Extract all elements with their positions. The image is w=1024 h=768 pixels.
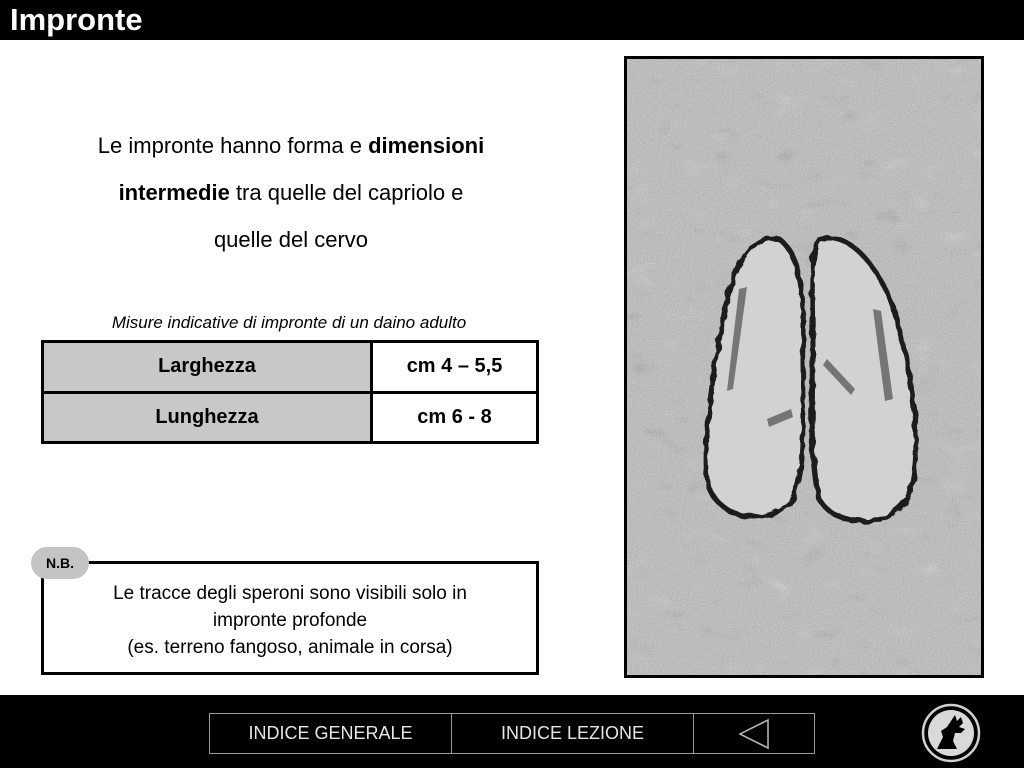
back-button[interactable] xyxy=(694,714,814,753)
nav-group xyxy=(209,713,815,754)
measures-table xyxy=(41,340,539,444)
note-line3: (es. terreno fangoso, animale in corsa) xyxy=(127,637,453,658)
footprint-photo xyxy=(624,56,984,678)
intro-part1: Le impronte hanno forma e xyxy=(97,133,369,158)
note-line1: Le tracce degli speroni sono visibili solo in xyxy=(113,583,467,604)
note-line2: impronte profonde xyxy=(212,610,368,631)
back-arrow-icon xyxy=(737,718,771,750)
width-value: cm 4 – 5,5 xyxy=(372,342,538,393)
intro-bold1: dimensioni xyxy=(368,133,485,158)
table-row xyxy=(43,342,538,393)
index-lesson-button[interactable]: INDICE LEZIONE xyxy=(452,714,694,753)
index-general-button[interactable]: INDICE GENERALE xyxy=(210,714,452,753)
deer-logo-icon[interactable] xyxy=(921,703,981,763)
title-bar xyxy=(0,0,1024,40)
page-title: Impronte xyxy=(10,2,143,37)
intro-part3: quelle del cervo xyxy=(213,227,369,252)
table-caption: Misure indicative di impronte di un daino adulto xyxy=(111,313,467,332)
intro-part2: tra quelle del capriolo e xyxy=(229,180,464,205)
note-box xyxy=(41,561,539,675)
width-label: Larghezza xyxy=(43,342,372,393)
length-label: Lunghezza xyxy=(43,392,372,443)
nb-badge: N.B. xyxy=(31,547,89,579)
intro-bold2: intermedie xyxy=(118,180,230,205)
intro-text xyxy=(48,122,534,263)
note-text xyxy=(64,580,516,661)
table-row xyxy=(43,392,538,443)
length-value: cm 6 - 8 xyxy=(372,392,538,443)
footer-bar xyxy=(0,695,1024,768)
footprint-image xyxy=(627,59,981,675)
